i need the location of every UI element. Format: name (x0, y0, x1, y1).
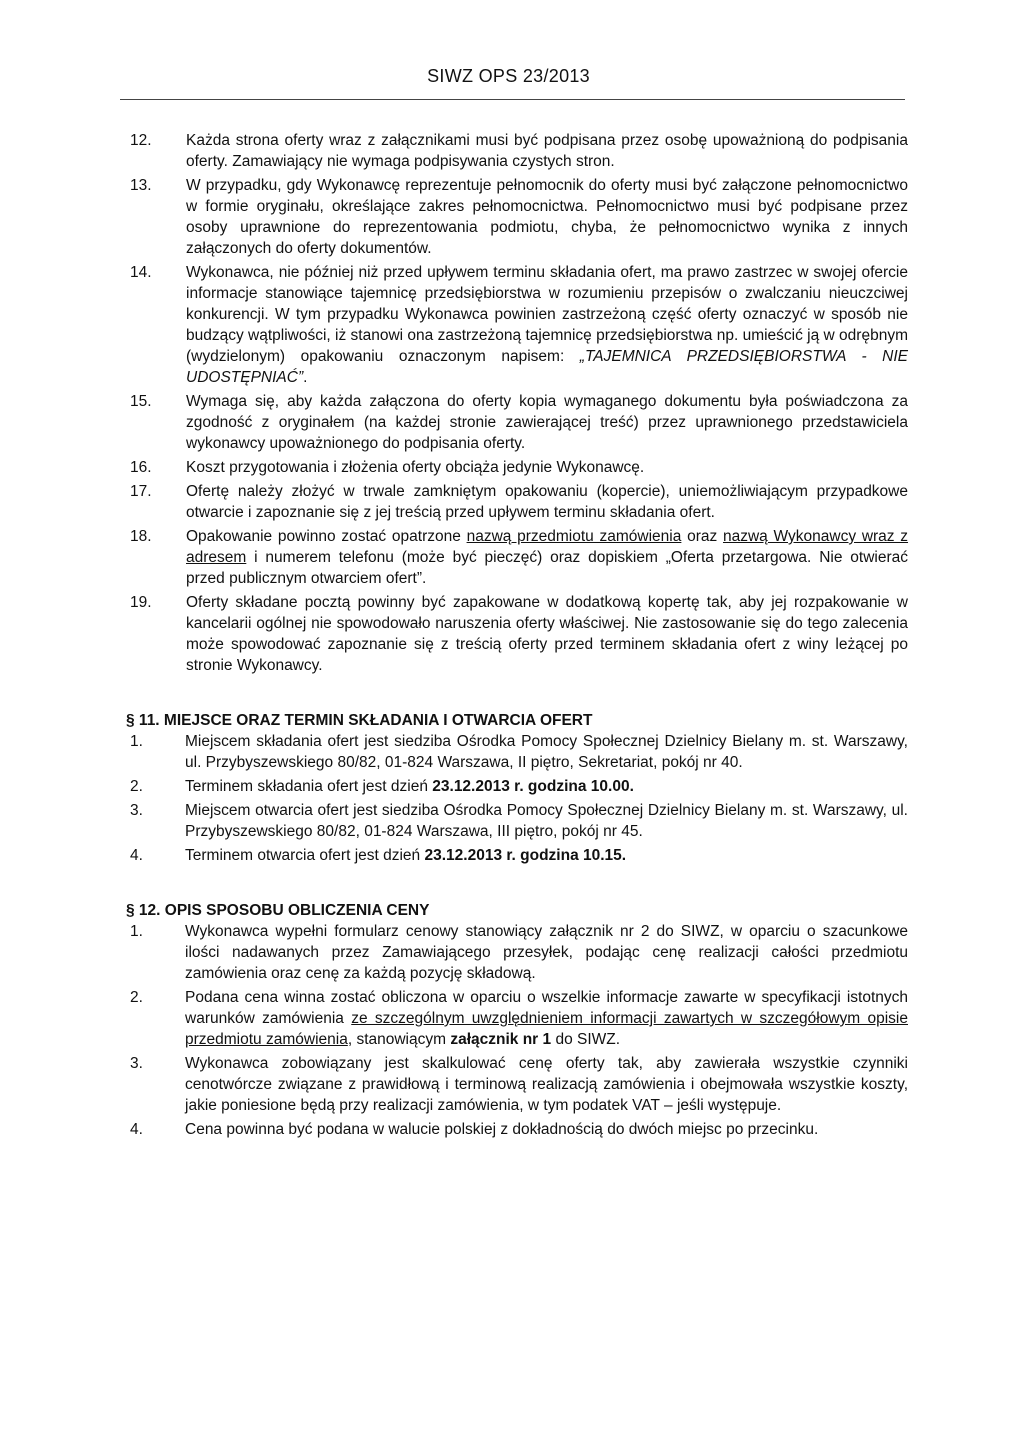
item-text: Każda strona oferty wraz z załącznikami musi być podpisana przez osobę upoważnioną do podpisania oferty. Zamawiający nie wymaga podpisywania czystych stron. (186, 132, 908, 170)
item-number: 19. (130, 594, 152, 611)
document-content (126, 130, 909, 1140)
item-text: Cena powinna być podana w walucie polskiej z dokładnością do dwóch miejsc po przecinku. (185, 1121, 819, 1138)
item-bold-text: 23.12.2013 r. godzina 10.00. (432, 778, 634, 795)
list-item (130, 1119, 908, 1140)
item-number: 14. (130, 264, 152, 281)
document-header: SIWZ OPS 23/2013 (427, 66, 590, 86)
item-number: 13. (130, 177, 152, 194)
list-item (130, 1053, 908, 1116)
item-text-end: . (303, 369, 308, 386)
item-number: 18. (130, 528, 152, 545)
item-bold-text: 23.12.2013 r. godzina 10.15. (424, 847, 627, 864)
item-text: Terminem składania ofert jest dzień (185, 778, 433, 795)
header-rule (120, 99, 905, 100)
item-number: 4. (130, 847, 143, 864)
list-item-17 (130, 481, 908, 523)
item-text: Opakowanie powinno zostać opatrzone (186, 528, 467, 545)
item-number: 3. (130, 1055, 143, 1072)
item-text: W przypadku, gdy Wykonawcę reprezentuje pełnomocnik do oferty musi być załączone pełnomocnictwo w formie oryginału, określające zakres pełnomocnictwa. Pełnomocnictwo musi być podpisane przez osoby uprawnione do reprezentowania podmiotu, chyba, że pełnomocnictwo wynika z innych załączonych do oferty dokumentów. (186, 177, 908, 257)
list-item-13 (130, 175, 908, 259)
item-text: Oferty składane pocztą powinny być zapakowane w dodatkową kopertę tak, aby jej rozpakowanie w kancelarii ogólnej nie spowodowało naruszenia oferty właściwej. Nie zastosowanie się do tego zalecenia może spowodować zapoznanie się z treścią oferty przed terminem składania ofert z winy leżącej po stronie Wykonawcy. (186, 594, 908, 674)
item-text: Terminem otwarcia ofert jest dzień (185, 847, 425, 864)
item-number: 4. (130, 1121, 143, 1138)
list-item-18 (130, 526, 908, 589)
item-number: 15. (130, 393, 152, 410)
list-item (130, 731, 908, 773)
item-text: Wykonawca wypełni formularz cenowy stanowiący załącznik nr 2 do SIWZ, w oparciu o szacunkowe ilości nadawanych przez Zamawiającego przesyłek, podając cenę realizacji całości przedmiotu zamówienia oraz cenę za każdą pozycję składową. (185, 923, 908, 982)
item-text: i numerem telefonu (może być pieczęć) oraz dopiskiem „Oferta przetargowa. Nie otwierać przed publicznym otwarciem ofert”. (186, 549, 908, 587)
item-number: 3. (130, 802, 143, 819)
list-item-14 (130, 262, 908, 388)
list-item-12 (130, 130, 908, 172)
item-text: oraz (681, 528, 723, 545)
item-text: Wymaga się, aby każda załączona do oferty kopia wymaganego dokumentu była poświadczona za zgodność z oryginałem (na każdej stronie zawierającej treść) przez uprawnionego przedstawiciela wykonawcy upoważnionego do podpisania oferty. (186, 393, 908, 452)
item-number: 2. (130, 989, 143, 1006)
item-number: 16. (130, 459, 152, 476)
item-text: Miejscem otwarcia ofert jest siedziba Ośrodka Pomocy Społecznej Dzielnicy Bielany m. st. Warszawy, ul. Przybyszewskiego 80/82, 01-824 Warszawa, III piętro, pokój nr 45. (185, 802, 908, 840)
item-text: Podana cena winna zostać obliczona w oparciu o wszelkie informacje zawarte w specyfikacji istotnych warunków zamówienia (185, 989, 908, 1027)
item-text: do SIWZ. (551, 1031, 621, 1048)
item-text: Wykonawca, nie później niż przed upływem terminu składania ofert, ma prawo zastrzec w swojej ofercie informacje stanowiące tajemnicę przedsiębiorstwa w rozumieniu przepisów o zwalczaniu nieuczciwej konkurencji. W tym przypadku Wykonawca powinien zastrzeżoną część oferty oznaczyć w sposób nie budzący wątpliwości, iż stanowi ona zastrzeżoną tajemnicę przedsiębiorstwa np. umieścić ją w odrębnym (wydzielonym) opakowaniu oznaczonym napisem: (186, 264, 908, 365)
section-heading-12: § 12. OPIS SPOSOBU OBLICZENIA CENY (126, 902, 430, 919)
item-text: , stanowiącym (347, 1031, 451, 1048)
section-11-list (130, 731, 908, 866)
item-number: 1. (130, 923, 143, 940)
underlined-text: ze szczególnym uwzględnieniem informacji zawartych w szczegółowym opisie przedmiotu zamówienia (185, 1010, 908, 1048)
item-bold-text: załącznik nr 1 (450, 1031, 552, 1048)
list-item (130, 845, 908, 866)
item-number: 1. (130, 733, 143, 750)
item-text: Miejscem składania ofert jest siedziba Ośrodka Pomocy Społecznej Dzielnicy Bielany m. st. Warszawy, ul. Przybyszewskiego 80/82, 01-824 Warszawa, II piętro, Sekretariat, pokój nr 40. (185, 733, 908, 771)
item-number: 17. (130, 483, 152, 500)
underlined-text: nazwą Wykonawcy wraz z adresem (186, 528, 909, 566)
item-text: Ofertę należy złożyć w trwale zamkniętym opakowaniu (kopercie), uniemożliwiającym przypadkowe otwarcie i zapoznanie się z jej treścią przed upływem terminu składania ofert. (186, 483, 908, 521)
item-number: 12. (130, 132, 152, 149)
list-item (130, 800, 908, 842)
section-12-list (130, 921, 908, 1140)
list-item-16 (130, 457, 908, 478)
list-item (130, 921, 908, 984)
section-heading-11: § 11. MIEJSCE ORAZ TERMIN SKŁADANIA I OTWARCIA OFERT (126, 712, 593, 729)
list-item-19 (130, 592, 908, 676)
item-text: Wykonawca zobowiązany jest skalkulować cenę oferty tak, aby zawierała wszystkie czynniki cenotwórcze związane z prawidłową i terminową realizacją zamówienia i obejmowała wszystkie koszty, jakie poniesione będą przy realizacji zamówienia, w tym podatek VAT – jeśli występuje. (185, 1055, 908, 1114)
list-item (130, 987, 908, 1050)
underlined-text: nazwą przedmiotu zamówienia (466, 528, 682, 545)
item-number: 2. (130, 778, 143, 795)
item-text: Koszt przygotowania i złożenia oferty obciąża jedynie Wykonawcę. (186, 459, 645, 476)
list-item-15 (130, 391, 908, 454)
list-item (130, 776, 908, 797)
item-italic-text: „TAJEMNICA PRZEDSIĘBIORSTWA - NIE UDOSTĘPNIAĆ” (186, 348, 908, 386)
